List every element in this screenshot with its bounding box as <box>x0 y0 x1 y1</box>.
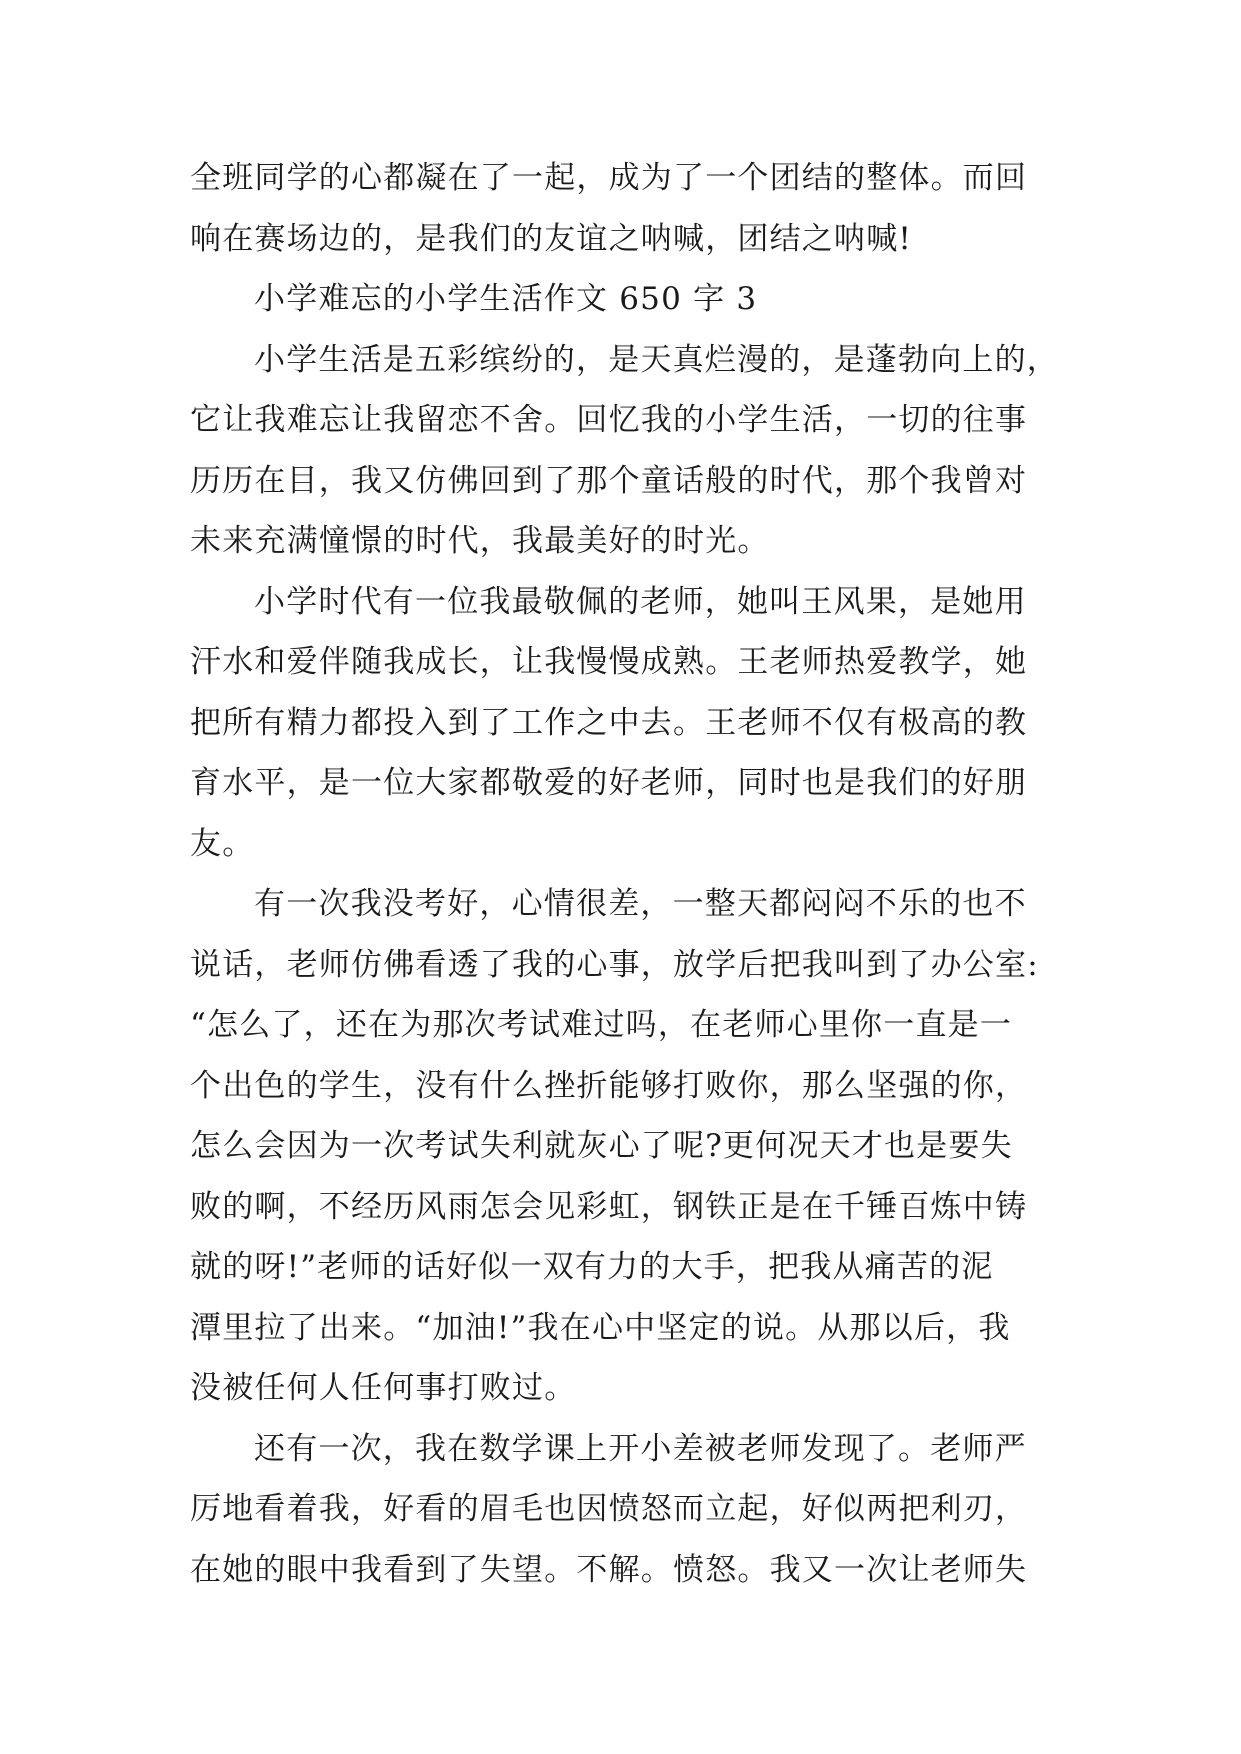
paragraph-first-line: 还有一次，我在数学课上开小差被老师发现了。老师严 <box>254 1430 1027 1467</box>
text-line: 把所有精力都投入到了工作之中去。王老师不仅有极高的教 <box>190 704 1028 741</box>
text-line: 育水平，是一位大家都敬爱的好老师，同时也是我们的好朋 <box>190 765 1028 801</box>
text-line: 全班同学的心都凝在了一起，成为了一个团结的整体。而回 <box>190 160 1028 196</box>
text-line: 未来充满憧憬的时代，我最美好的时光。 <box>190 523 770 559</box>
text-line: “怎么了，还在为那次考试难过吗，在老师心里你一直是一 <box>190 1007 1013 1043</box>
text-line: 潭里拉了出来。“加油!”我在心中坚定的说。从那以后，我 <box>190 1309 1011 1346</box>
text-line: 它让我难忘让我留恋不舍。回忆我的小学生活，一切的往事 <box>190 402 1028 438</box>
text-line: 个出色的学生，没有什么挫折能够打败你，那么坚强的你， <box>190 1067 1028 1104</box>
document-page <box>190 148 1060 1600</box>
text-line: 厉地看着我，好看的眉毛也因愤怒而立起，好似两把利刃， <box>190 1491 1028 1527</box>
text-line: 友。 <box>190 825 255 862</box>
text-line: 历历在目，我又仿佛回到了那个童话般的时代，那个我曾对 <box>190 462 1028 499</box>
paragraph-first-line: 小学生活是五彩缤纷的，是天真烂漫的，是蓬勃向上的， <box>254 341 1059 378</box>
paragraph-first-line: 小学时代有一位我最敬佩的老师，她叫王风果，是她用 <box>254 583 1027 620</box>
section-heading: 小学难忘的小学生活作文 650 字 3 <box>254 281 758 317</box>
text-line: 就的呀!”老师的话好似一双有力的大手，把我从痛苦的泥 <box>190 1249 994 1285</box>
text-line: 没被任何人任何事打败过。 <box>190 1370 577 1406</box>
text-line: 说话，老师仿佛看透了我的心事，放学后把我叫到了办公室: <box>190 946 1039 983</box>
paragraph-first-line: 有一次我没考好，心情很差，一整天都闷闷不乐的也不 <box>254 886 1027 922</box>
text-line: 在她的眼中我看到了失望。不解。愤怒。我又一次让老师失 <box>190 1551 1028 1588</box>
text-line: 败的啊，不经历风雨怎会见彩虹，钢铁正是在千锤百炼中铸 <box>190 1188 1028 1225</box>
text-line: 汗水和爱伴随我成长，让我慢慢成熟。王老师热爱教学，她 <box>190 644 1028 680</box>
text-line: 响在赛场边的，是我们的友谊之呐喊，团结之呐喊! <box>190 220 913 257</box>
text-line: 怎么会因为一次考试失利就灰心了呢?更何况天才也是要失 <box>190 1128 1013 1164</box>
